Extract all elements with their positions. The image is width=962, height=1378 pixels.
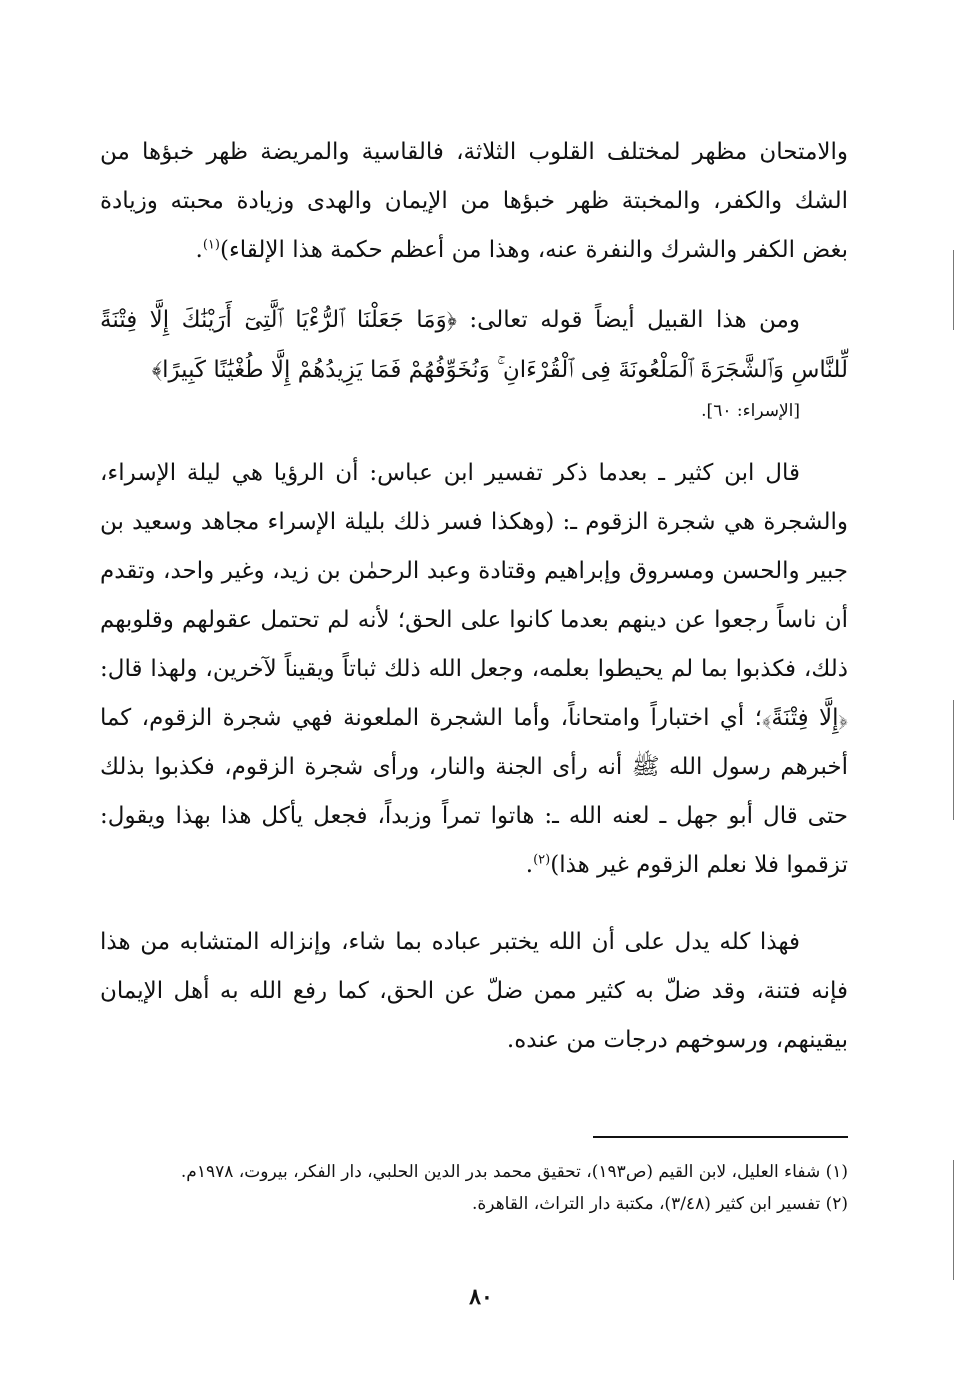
paragraph-1-end: . bbox=[195, 237, 203, 263]
quran-verse: ﴿وَمَا جَعَلْنَا ٱلرُّءْيَا ٱلَّتِىٓ أَرَيْنَٰكَ إِلَّا فِتْنَةً لِّلنَّاسِ وَٱلشَّجَرَةَ ٱلْمَلْعُونَةَ فِى ٱلْقُرْءَانِ ۚ وَنُخَوِّفُهُمْ فَمَا يَزِيدُهُمْ إِلَّا طُغْيَٰنًا كَبِيرًا﴾ bbox=[100, 307, 848, 383]
footnote-divider bbox=[593, 1136, 848, 1138]
footnote-2: (٢) تفسير ابن كثير (٣/٤٨)، مكتبة دار التراث، القاهرة. bbox=[472, 1194, 848, 1214]
page-number: ٨٠ bbox=[469, 1284, 493, 1310]
paragraph-3-text: قال ابن كثير ـ بعدما ذكر تفسير ابن عباس: أن الرؤيا هي ليلة الإسراء، والشجرة هي شجرة الزقوم ـ: (وهكذا فسر ذلك بليلة الإسراء مجاهد وسعيد بن جبير والحسن ومسروق وإبراهيم وقتادة وعبد الرحمٰن بن زيد، وغير واحد، وتقدم أن ناساً رجعوا عن دينهم بعدما كانوا على الحق؛ لأنه لم تحتمل عقولهم وقلوبهم ذلك، فكذبوا بما لم يحيطوا بعلمه، وجعل الله ذلك ثباتاً ويقيناً لآخرين، ولهذا قال: ﴿إِلَّا فِتْنَةً﴾؛ أي اختباراً وامتحاناً، وأما الشجرة الملعونة فهي شجرة الزقوم، كما أخبرهم رسول الله ﷺ أنه رأى الجنة والنار، ورأى شجرة الزقوم، فكذبوا بذلك حتى قال أبو جهل ـ لعنه الله ـ: هاتوا تمراً وزبداً، فجعل يأكل هذا بهذا ويقول: تزقموا فلا نعلم الزقوم غير هذا) bbox=[100, 460, 848, 878]
paragraph-4: فهذا كله يدل على أن الله يختبر عباده بما شاء، وإنزاله المتشابه من هذا فإنه فتنة، وقد ضلّ به كثير ممن ضلّ عن الحق، كما رفع الله به أهل الإيمان بيقينهم، ورسوخهم درجات من عنده. bbox=[100, 929, 848, 1053]
paragraph-3-end: . bbox=[525, 852, 534, 878]
paragraph-3 bbox=[100, 449, 848, 890]
paragraph-1 bbox=[100, 128, 848, 275]
page-body bbox=[100, 128, 848, 1065]
paragraph-2 bbox=[100, 295, 848, 427]
scan-edge-line bbox=[953, 700, 954, 820]
scan-edge-line bbox=[953, 250, 954, 330]
paragraph-1-text: والامتحان مظهر لمختلف القلوب الثلاثة، فالقاسية والمريضة ظهر خبؤها من الشك والكفر، والمخبتة ظهر خبؤها من الإيمان والهدى وزيادة محبته وزيادة بغض الكفر والشرك والنفرة عنه، وهذا من أعظم حكمة هذا الإلقاء) bbox=[100, 139, 848, 263]
footnote-ref-2[interactable]: (٢) bbox=[533, 852, 551, 868]
footnotes-section bbox=[100, 1136, 848, 1220]
paragraph-2-intro: ومن هذا القبيل أيضاً قوله تعالى: bbox=[456, 307, 800, 333]
footnote-1: (١) شفاء العليل، لابن القيم (ص١٩٣)، تحقيق محمد بدر الدين الحلبي، دار الفكر، بيروت، ١٩٧٨م. bbox=[180, 1162, 848, 1182]
scan-edge-line bbox=[953, 1160, 954, 1280]
verse-citation: [الإسراء: ٦٠]. bbox=[701, 401, 800, 421]
footnote-ref-1[interactable]: (١) bbox=[202, 237, 220, 253]
